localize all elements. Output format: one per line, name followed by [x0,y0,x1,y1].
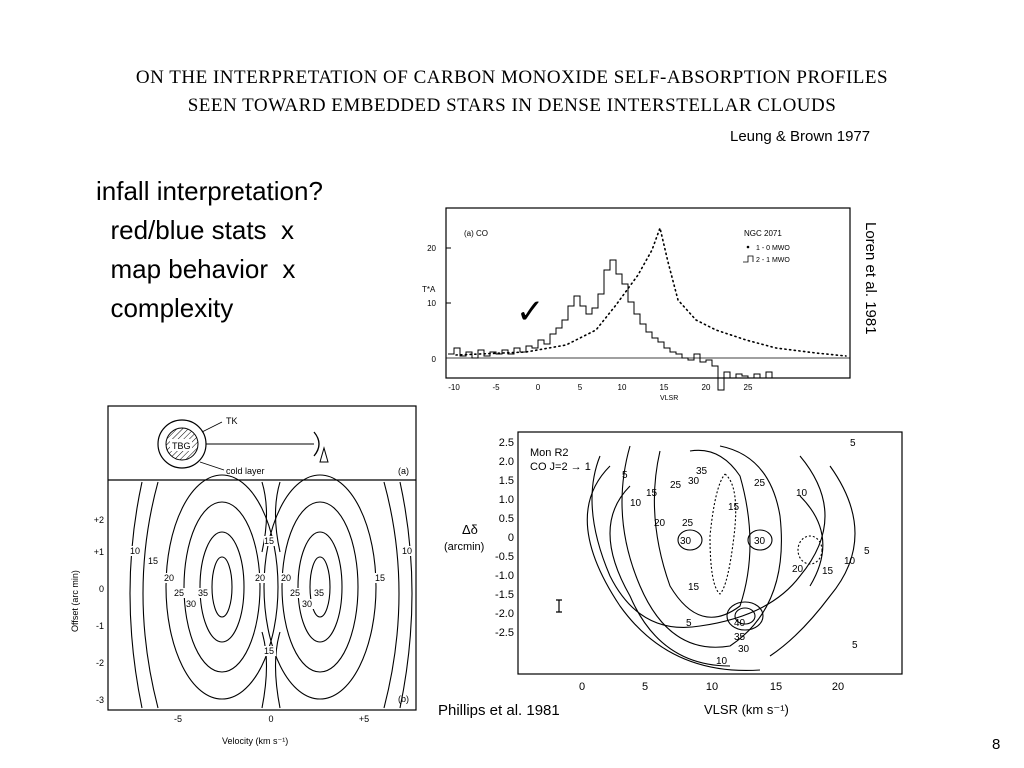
bullet-map: map behavior x [96,254,296,284]
t-k-label: TK [226,416,238,426]
contour-label: 10 [796,488,808,499]
contour-label: 10 [130,546,141,556]
contour-label: 20 [255,573,266,583]
contour-label: 40 [734,618,746,629]
contour-label: 15 [646,488,658,499]
spectrum-xtick: 25 [743,383,753,392]
monr2-ytick: 2.5 [498,437,514,449]
spectrum-legend-1: 1 - 0 MWO [756,245,790,252]
spectrum-xtick: 10 [617,383,627,392]
contour-label: 15 [264,536,275,546]
spectrum-xtick: 20 [701,383,711,392]
paper-title [0,64,1024,120]
citation-loren: Loren et al. 1981 [862,222,879,335]
contour-label: 15 [375,573,386,583]
model-ytick: -3 [95,695,104,705]
spectrum-xtick: 15 [659,383,669,392]
contour-label: 30 [302,599,313,609]
contour-label: 5 [622,470,628,481]
model-x-ticks [174,714,369,724]
contour-label: 5 [864,546,870,557]
model-contours [130,475,412,708]
contour-label: 20 [164,573,175,583]
bullet-infall: infall interpretation? [96,176,323,206]
model-xlabel: Velocity (km s⁻¹) [222,736,289,746]
contour-label: 5 [686,618,692,629]
contour-label: 15 [728,502,740,513]
paper-title-line-2: SEEN TOWARD EMBEDDED STARS IN DENSE INTERSTELLAR CLOUDS [187,95,837,116]
cold-layer-label: cold layer [226,466,265,476]
spectrum-panel-label: (a) CO [464,229,488,238]
contour-label: 15 [822,566,834,577]
spectrum-legend-2: 2 - 1 MWO [756,257,790,264]
monr2-xtick: 20 [831,681,845,693]
spectrum-ytick-10: 10 [427,299,436,308]
page-number: 8 [992,736,1001,753]
panel-b-label: (b) [398,694,409,704]
monr2-title-line-2: CO J=2 → 1 [530,461,591,473]
monr2-ytick: -1.5 [495,589,514,601]
monr2-title-line-1: Mon R2 [530,447,569,459]
contour-label: 10 [716,656,728,667]
telescope-dish-icon [314,432,319,456]
model-ytick: 0 [98,584,104,594]
contour-label: 30 [680,536,692,547]
monr2-ytick: 1.0 [498,494,514,506]
contour-label: 30 [688,476,700,487]
monr2-x-ticks [579,681,844,693]
contour-label: 25 [290,588,301,598]
spectrum-xtick: -10 [448,383,460,392]
contour-label: 35 [734,632,746,643]
contour-label: 35 [198,588,209,598]
contour-label: 15 [264,646,275,656]
model-ylabel: Offset (arc min) [70,570,80,632]
spectrum-xlabel: VLSR [660,395,679,402]
monr2-ytick: -1.0 [495,570,514,582]
check-mark-icon: ✓ [516,292,545,332]
monr2-ytick: -2.0 [495,608,514,620]
contour-label: 30 [754,536,766,547]
contour-label: 25 [754,478,766,489]
spectrum-line-2-1 [448,260,772,390]
contour-label: 30 [186,599,197,609]
spectrum-xtick: 0 [535,383,541,392]
contour-label: 20 [654,518,666,529]
model-xtick: +5 [358,714,370,724]
monr2-ytick: -2.5 [495,627,514,639]
monr2-xtick: 0 [578,681,586,693]
spectrum-ylabel: T*A [422,285,436,294]
paper-title-line-1: ON THE INTERPRETATION OF CARBON MONOXIDE SELF-ABSORPTION PROFILES [135,67,889,88]
spectrum-xtick: -5 [492,383,500,392]
telescope-mount-icon [320,448,328,462]
contour-label: 5 [850,438,856,449]
contour-label: 5 [852,640,858,651]
monr2-ytick: -0.5 [495,551,514,563]
spectrum-y-ticks [427,244,451,364]
model-ytick: -2 [95,658,104,668]
contour-label: 25 [174,588,185,598]
contour-label: 25 [670,480,682,491]
model-ytick: -1 [95,621,104,631]
monr2-map [444,426,910,718]
monr2-ylabel-unit: (arcmin) [444,541,485,553]
model-ytick: +1 [93,547,104,557]
bullet-red-blue: red/blue stats x [96,215,294,245]
t-bg-label: TBG [172,441,191,451]
contour-label: 35 [314,588,325,598]
contour-label: 35 [696,466,708,477]
bullet-complexity: complexity [96,293,234,323]
contour-label: 10 [402,546,413,556]
spectrum-source-name: NGC 2071 [744,229,782,238]
monr2-xtick: 15 [769,681,783,693]
monr2-ylabel-delta: Δδ [462,522,478,537]
monr2-ytick: 0.5 [498,513,514,525]
monr2-xtick: 10 [705,681,719,693]
contour-label: 25 [682,518,694,529]
monr2-xtick: 5 [641,681,649,693]
model-xtick: 0 [268,714,274,724]
spectrum-figure [416,200,856,402]
model-y-ticks [94,515,104,705]
contour-label: 10 [630,498,642,509]
contour-label: 10 [844,556,856,567]
spectrum-x-ticks [448,383,753,392]
monr2-y-ticks [495,437,514,639]
contour-label: 20 [281,573,292,583]
bullet-list [96,172,323,328]
monr2-ytick: 2.0 [498,456,514,468]
monr2-ytick: 0 [507,532,514,544]
contour-label: 30 [738,644,750,655]
spectrum-ytick-0: 0 [431,355,436,364]
spectrum-ytick-20: 20 [427,244,436,253]
contour-label: 15 [688,582,700,593]
contour-label: 20 [792,564,804,575]
spectrum-frame [446,208,850,378]
monr2-ytick: 1.5 [498,475,514,487]
contour-label: 15 [148,556,159,566]
panel-a-label: (a) [398,466,409,476]
error-bar-icon [556,600,562,612]
model-figure [62,402,422,752]
model-ytick: +2 [93,515,104,525]
citation-phillips: Phillips et al. 1981 [438,702,560,719]
citation-leung: Leung & Brown 1977 [730,128,871,145]
spectrum-xtick: 5 [577,383,583,392]
model-xtick: -5 [173,714,183,724]
monr2-xlabel: VLSR (km s⁻¹) [704,702,789,717]
